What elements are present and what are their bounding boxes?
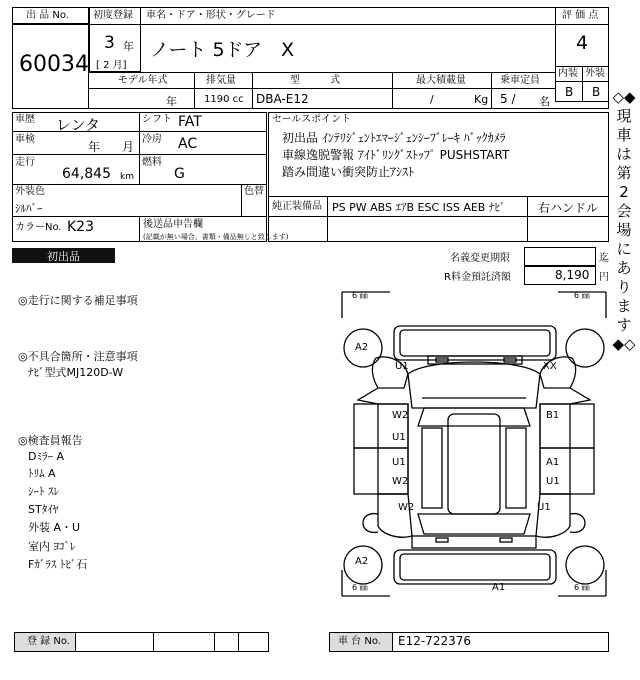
capacity-unit: 名 xyxy=(539,95,550,108)
inspector-item: 外装 A・U xyxy=(28,521,81,534)
shift: FAT xyxy=(178,114,202,130)
mark-fender-fl: U1 xyxy=(395,361,409,372)
grade-exterior: B xyxy=(592,85,601,99)
tire-depth-fr: 6 ㎜ xyxy=(574,291,590,300)
divider xyxy=(392,72,393,109)
declaration-note: (記載が無い場合、書類・備品無しと致します) xyxy=(143,233,289,241)
mileage-unit: km xyxy=(120,172,134,182)
equipment-label: 純正装備品 xyxy=(272,201,322,212)
color-no: K23 xyxy=(67,219,94,235)
mark-quarter-l: W2 xyxy=(398,502,415,513)
mark-fender-fr: XX xyxy=(543,361,557,372)
side-banner-char: す xyxy=(616,316,632,334)
side-banner-char: 2 xyxy=(619,183,629,201)
lot-label: 出 品 No. xyxy=(26,10,69,21)
sales-point-line-3: 踏み間違い衝突防止ｱｼｽﾄ xyxy=(282,165,415,179)
divider xyxy=(139,112,140,184)
name-change-unit: 迄 xyxy=(599,253,609,264)
divider xyxy=(139,216,140,242)
chassis-number: E12-722376 xyxy=(398,634,471,648)
divider xyxy=(214,632,215,652)
side-banner-top: ◇◆ xyxy=(612,88,636,106)
mark-quarter-r: U1 xyxy=(537,502,551,513)
displacement: 1190 cc xyxy=(204,94,244,105)
grade-score: 4 xyxy=(576,32,589,54)
history: レンタ xyxy=(56,116,101,134)
tire-depth-fl: 6 ㎜ xyxy=(352,291,368,300)
chassis-label: 車 台 No. xyxy=(338,636,381,647)
sales-points-label: セールスポイント xyxy=(272,114,352,125)
supplement-title: ◎走行に関する補足事項 xyxy=(18,294,138,307)
name-change-label: 名義変更期限 xyxy=(450,253,510,264)
first-reg-label: 初度登録 xyxy=(93,10,133,21)
divider xyxy=(327,196,328,242)
fuel: G xyxy=(174,166,185,182)
divider xyxy=(555,81,609,82)
grade-interior-label: 内装 xyxy=(558,68,578,79)
side-banner-char: ま xyxy=(616,297,632,315)
side-banner-char: は xyxy=(616,145,632,163)
divider xyxy=(241,184,242,216)
ext-color-label: 外装色 xyxy=(15,186,45,197)
divider xyxy=(491,72,492,109)
inspector-item: STﾀｲﾔ xyxy=(28,503,59,516)
inspection-month: 月 xyxy=(122,140,135,154)
displacement-label: 排気量 xyxy=(206,75,236,86)
divider xyxy=(582,66,583,102)
side-banner-char: 第 xyxy=(616,164,632,182)
steering: 右ハンドル xyxy=(538,201,599,215)
mark-front-left: A2 xyxy=(355,342,369,353)
inspection-label: 車検 xyxy=(15,134,35,145)
history-label: 車歴 xyxy=(15,114,35,125)
model-year-label: モデル年式 xyxy=(118,75,168,86)
ac-label: 冷房 xyxy=(142,134,162,145)
inspector-item: Fｶﾞﾗｽ ﾄﾋﾞ石 xyxy=(28,558,88,571)
mark-door-rl-b: W2 xyxy=(392,476,409,487)
model-year-unit: 年 xyxy=(166,95,177,108)
side-banner-char: 現 xyxy=(616,107,632,125)
inspector-item: ﾄﾘﾑ A xyxy=(28,467,56,480)
grade-interior: B xyxy=(565,85,574,99)
divider xyxy=(89,72,555,73)
recycle-label: R料金預託済額 xyxy=(444,272,511,283)
divider xyxy=(268,196,609,197)
divider xyxy=(555,24,609,25)
mark-door-rl-a: U1 xyxy=(392,457,406,468)
divider xyxy=(252,72,253,109)
side-banner-char: 車 xyxy=(616,126,632,144)
side-banner-bottom: ◆◇ xyxy=(612,335,636,353)
car-diagram xyxy=(338,288,610,600)
ext-color: ｼﾙﾊﾞｰ xyxy=(15,202,43,215)
first-reg-year-unit: 年 xyxy=(123,40,134,53)
mileage: 64,845 xyxy=(62,166,111,182)
mark-rear-left: A2 xyxy=(355,556,369,567)
side-banner-char: 場 xyxy=(616,221,632,239)
equipment: PS PW ABS ｴｱB ESC ISS AEB ﾅﾋﾞ xyxy=(332,201,506,214)
capacity: 5 / xyxy=(500,92,516,106)
divider xyxy=(194,72,195,109)
mark-door-rr-b: U1 xyxy=(546,476,560,487)
divider xyxy=(12,131,267,132)
car-name: ノート 5ドア X xyxy=(150,39,295,61)
color-change-label: 色替 xyxy=(244,186,264,197)
color-no-label: カラーNo. xyxy=(15,222,62,233)
capacity-label: 乗車定員 xyxy=(500,75,540,86)
mark-door-rr-a: A1 xyxy=(546,457,560,468)
divider xyxy=(392,632,393,652)
tire-depth-rr: 6 ㎜ xyxy=(574,583,590,592)
mark-door-fl-a: W2 xyxy=(392,410,409,421)
sales-point-line-1: 初出品 ｲﾝﾃﾘｼﾞｪﾝﾄｴﾏｰｼﾞｪﾝｼｰﾌﾞﾚｰｷ ﾊﾞｯｸｶﾒﾗ xyxy=(282,131,506,145)
mark-door-fl-b: U1 xyxy=(392,432,406,443)
declaration-label: 後送品申告欄 xyxy=(143,219,203,230)
inspector-item: ｼｰﾄ ｽﾚ xyxy=(28,485,59,498)
divider xyxy=(268,216,609,217)
first-listing-text: 初出品 xyxy=(47,250,80,263)
mark-door-fr: B1 xyxy=(546,410,560,421)
defects-title: ◎不具合箇所・注意事項 xyxy=(18,350,138,363)
mileage-label: 走行 xyxy=(15,157,35,168)
model-type-label: 型 式 xyxy=(290,75,340,86)
divider xyxy=(89,88,555,89)
side-banner-char: あ xyxy=(616,259,632,277)
side-banner xyxy=(612,88,636,354)
divider xyxy=(75,632,76,652)
car-name-label: 車名・ドア・形状・グレード xyxy=(146,10,276,21)
divider xyxy=(153,632,154,652)
divider xyxy=(89,24,555,25)
inspection-year: 年 xyxy=(88,140,101,154)
max-load-label: 最大積載量 xyxy=(416,75,466,86)
divider xyxy=(12,184,267,185)
first-reg-month: [ 2 月] xyxy=(96,60,127,71)
side-banner-text xyxy=(612,107,636,335)
inspector-item: 室内 ﾖｺﾞﾚ xyxy=(28,540,76,553)
model-type: DBA-E12 xyxy=(256,92,309,106)
recycle-amount: 8,190 xyxy=(555,268,590,282)
defect-item: ﾅﾋﾞ型式MJ120D-W xyxy=(28,366,124,379)
inspector-item: Dﾐﾗｰ A xyxy=(28,450,64,463)
ac: AC xyxy=(178,136,198,152)
reg-no-label: 登 録 No. xyxy=(27,636,70,647)
side-banner-char: 会 xyxy=(616,202,632,220)
max-load: / xyxy=(430,93,434,106)
grade-exterior-label: 外装 xyxy=(585,68,605,79)
side-banner-char: り xyxy=(616,278,632,296)
max-load-unit: Kg xyxy=(474,93,489,106)
fuel-label: 燃料 xyxy=(142,157,162,168)
divider xyxy=(12,154,267,155)
grade-label: 評 価 点 xyxy=(562,10,599,21)
mark-rear-bumper: A1 xyxy=(492,582,506,593)
sales-point-line-2: 車線逸脱警報 ｱｲﾄﾞﾘﾝｸﾞｽﾄｯﾌﾟ PUSHSTART xyxy=(282,148,510,162)
tire-depth-rl: 6 ㎜ xyxy=(352,583,368,592)
name-change-box xyxy=(524,247,596,266)
first-reg-year: 3 xyxy=(104,33,115,53)
shift-label: シフト xyxy=(142,114,172,125)
divider xyxy=(238,632,239,652)
lot-number: 60034 xyxy=(19,52,89,77)
recycle-unit: 円 xyxy=(599,272,609,283)
divider xyxy=(527,196,528,242)
inspector-title: ◎検査員報告 xyxy=(18,434,83,447)
side-banner-char: に xyxy=(616,240,632,258)
